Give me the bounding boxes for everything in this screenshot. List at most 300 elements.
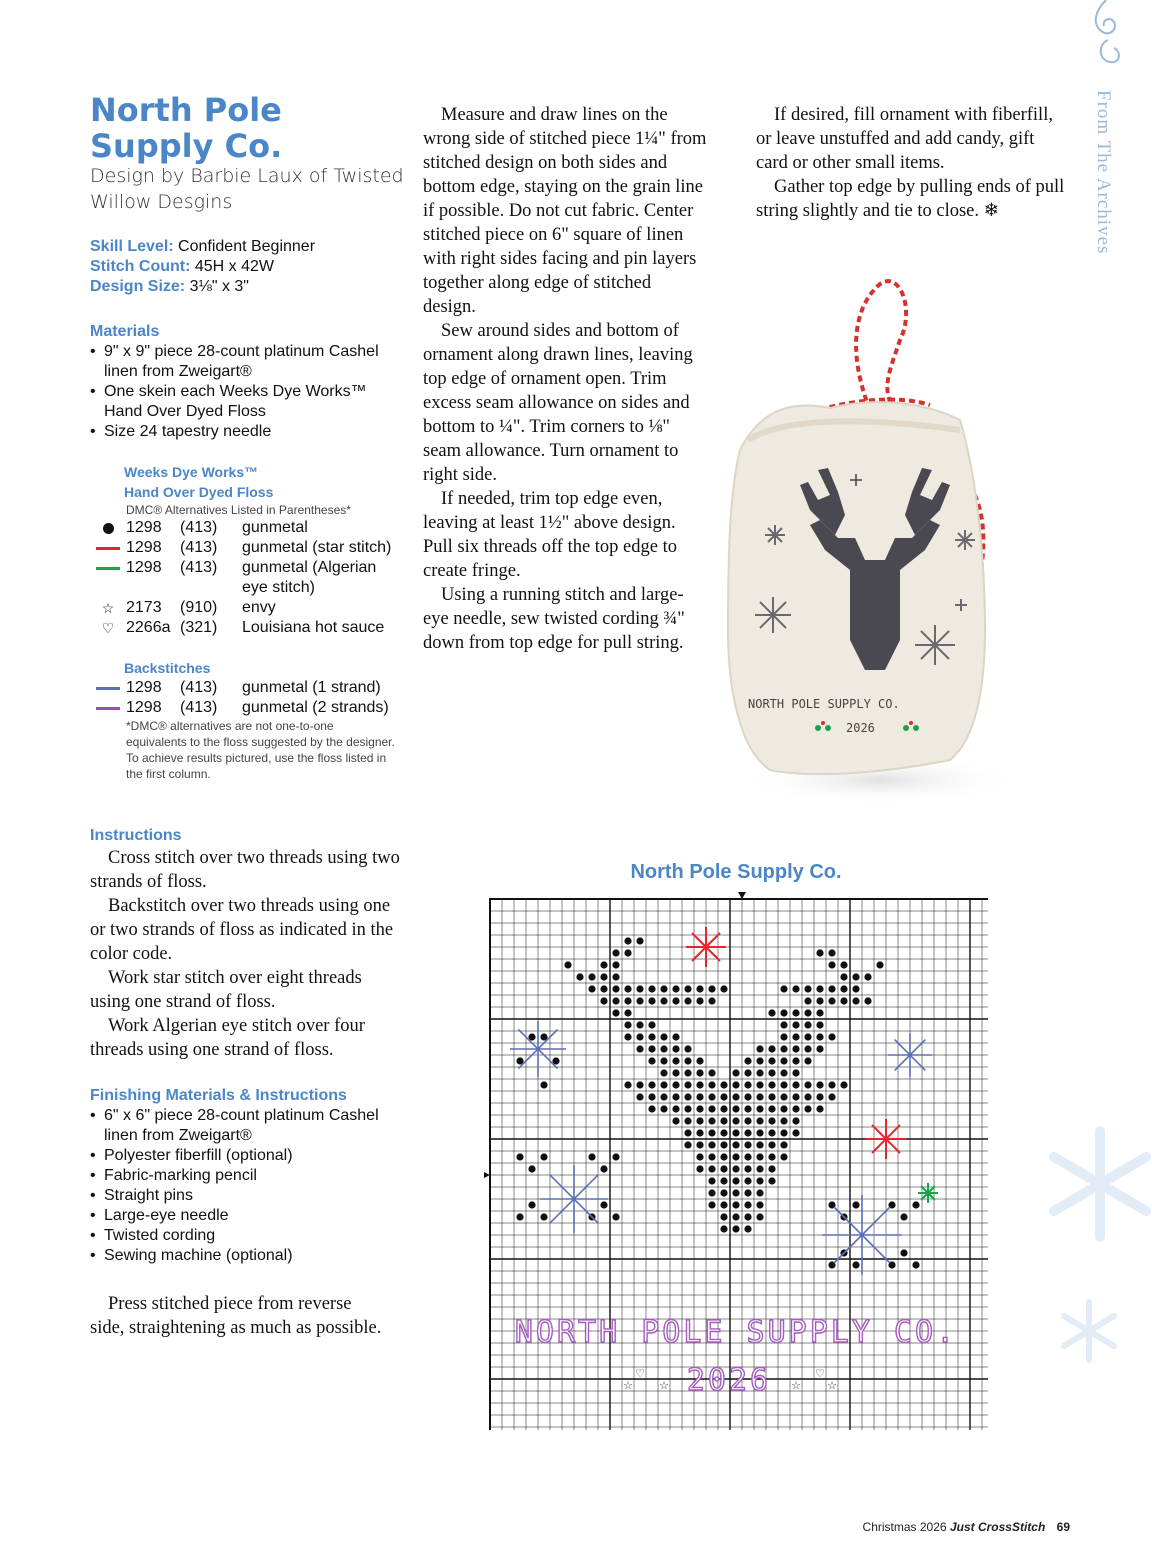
heart-symbol-icon: ♡: [635, 1368, 645, 1380]
cross-stitch-mark: [636, 1045, 643, 1052]
cross-stitch-mark: [624, 937, 631, 944]
cross-stitch-mark: [780, 985, 787, 992]
cross-stitch-mark: [828, 949, 835, 956]
cross-stitch-mark: [792, 1009, 799, 1016]
cross-stitch-mark: [660, 1069, 667, 1076]
cross-stitch-mark: [672, 1105, 679, 1112]
cross-stitch-mark: [756, 1045, 763, 1052]
cross-stitch-mark: [720, 1153, 727, 1160]
chart-border: [490, 899, 988, 1430]
cross-stitch-mark: [636, 1081, 643, 1088]
cross-stitch-mark: [840, 973, 847, 980]
materials-section: [90, 322, 408, 442]
cross-stitch-mark: [840, 1081, 847, 1088]
cross-stitch-mark: [756, 1177, 763, 1184]
cross-stitch-mark: [708, 1165, 715, 1172]
cross-stitch-mark: [684, 1081, 691, 1088]
cross-stitch-mark: [756, 1213, 763, 1220]
cross-stitch-mark: [756, 1057, 763, 1064]
cross-stitch-mark: [732, 1081, 739, 1088]
floss-heading-1: Weeks Dye Works™: [124, 464, 259, 480]
cross-stitch-mark: [516, 1153, 523, 1160]
cross-stitch-mark: [636, 1093, 643, 1100]
cross-stitch-mark: [768, 1165, 775, 1172]
cross-stitch-mark: [528, 1201, 535, 1208]
cross-stitch-mark: [780, 1129, 787, 1136]
stitch-count: Stitch Count: 45H x 42W: [90, 258, 275, 275]
cross-stitch-mark: [732, 1189, 739, 1196]
cross-stitch-mark: [792, 1081, 799, 1088]
star-symbol-icon: ☆: [791, 1380, 801, 1392]
cross-stitch-mark: [756, 1153, 763, 1160]
cross-stitch-mark: [744, 1129, 751, 1136]
cross-stitch-mark: [672, 1069, 679, 1076]
cross-stitch-mark: [756, 1201, 763, 1208]
paragraph: Cross stitch over two threads using two strands of floss.: [90, 848, 400, 892]
cross-stitch-mark: [744, 1225, 751, 1232]
cross-stitch-mark: [732, 1129, 739, 1136]
cross-stitch-mark: [780, 1033, 787, 1040]
cross-stitch-mark: [600, 961, 607, 968]
cross-stitch-mark: [732, 1213, 739, 1220]
cross-stitch-mark: [708, 1117, 715, 1124]
finishing-heading: Finishing Materials & Instructions: [90, 1087, 347, 1104]
cross-stitch-mark: [684, 1093, 691, 1100]
finishing-section: [90, 1086, 408, 1266]
cross-stitch-mark: [696, 1105, 703, 1112]
cross-stitch-mark: [684, 997, 691, 1004]
photo-stitched-text-1: NORTH POLE SUPPLY CO.: [748, 697, 900, 711]
cross-stitch-mark: [684, 1129, 691, 1136]
cross-stitch-mark: [828, 961, 835, 968]
cross-stitch-mark: [840, 961, 847, 968]
cross-stitch-mark: [696, 997, 703, 1004]
cross-stitch-mark: [600, 985, 607, 992]
cross-stitch-mark: [720, 1213, 727, 1220]
cross-stitch-mark: [744, 1105, 751, 1112]
cross-stitch-mark: [708, 1129, 715, 1136]
cross-stitch-mark: [804, 1021, 811, 1028]
cross-stitch-mark: [672, 985, 679, 992]
cross-stitch-mark: [744, 1069, 751, 1076]
cross-stitch-mark: [852, 997, 859, 1004]
cross-stitch-mark: [840, 997, 847, 1004]
cross-stitch-mark: [780, 1117, 787, 1124]
cross-stitch-mark: [612, 949, 619, 956]
cross-stitch-mark: [852, 973, 859, 980]
cross-stitch-mark: [708, 1081, 715, 1088]
dot-symbol-icon: [103, 523, 114, 534]
cross-stitch-mark: [780, 1105, 787, 1112]
instructions-heading: Instructions: [90, 827, 182, 844]
cross-stitch-mark: [912, 1201, 919, 1208]
cross-stitch-mark: [564, 961, 571, 968]
cross-stitch-mark: [732, 1201, 739, 1208]
cross-stitch-mark: [624, 1033, 631, 1040]
cross-stitch-mark: [780, 1153, 787, 1160]
cross-stitch-mark: [816, 1105, 823, 1112]
cross-stitch-mark: [696, 1069, 703, 1076]
cross-stitch-mark: [708, 1189, 715, 1196]
pattern-meta: [90, 237, 410, 297]
cross-stitch-mark: [792, 1045, 799, 1052]
paragraph: Work Algerian eye stitch over four threads using one strand of floss.: [90, 1016, 365, 1060]
cross-stitch-mark: [828, 1093, 835, 1100]
backstitch-row: 1298 (413) gunmetal (2 strands): [90, 698, 410, 718]
cross-stitch-mark: [756, 1081, 763, 1088]
cross-stitch-mark: [816, 997, 823, 1004]
cross-stitch-mark: [768, 1081, 775, 1088]
cross-stitch-mark: [612, 1009, 619, 1016]
cross-stitch-mark: [792, 1093, 799, 1100]
cross-stitch-mark: [684, 985, 691, 992]
cross-stitch-mark: [816, 949, 823, 956]
cross-stitch-mark: [720, 1117, 727, 1124]
cross-stitch-mark: [768, 1093, 775, 1100]
finishing-list: [90, 1106, 408, 1266]
star-symbol-icon: ☆: [623, 1380, 633, 1392]
cross-stitch-mark: [756, 1117, 763, 1124]
cross-stitch-mark: [696, 1081, 703, 1088]
backstitch-row: 1298 (413) gunmetal (1 strand): [90, 678, 410, 698]
cross-stitch-mark: [600, 1165, 607, 1172]
floss-heading-2: Hand Over Dyed Floss: [124, 484, 274, 500]
cross-stitch-mark: [828, 985, 835, 992]
cross-stitch-mark: [588, 1153, 595, 1160]
cross-stitch-mark: [624, 949, 631, 956]
cross-stitch-mark: [672, 1081, 679, 1088]
cross-stitch-mark: [600, 997, 607, 1004]
instructions-section: [90, 826, 406, 1062]
cross-stitch-mark: [660, 1081, 667, 1088]
cross-stitch-mark: [756, 1093, 763, 1100]
cross-stitch-mark: [816, 985, 823, 992]
floss-key: [90, 462, 410, 782]
cross-stitch-mark: [624, 1021, 631, 1028]
cross-stitch-mark: [744, 1117, 751, 1124]
cross-stitch-mark: [528, 1165, 535, 1172]
floss-row: 1298 (413) gunmetal: [90, 518, 410, 538]
cross-stitch-mark: [804, 997, 811, 1004]
cross-stitch-mark: [576, 973, 583, 980]
paragraph: If needed, trim top edge even, leaving at least 1½" above design. Pull six threads off the top edge to create fringe.: [423, 489, 677, 581]
section-tag: [1092, 90, 1116, 350]
cross-stitch-mark: [876, 961, 883, 968]
list-item: • Sewing machine (optional): [90, 1246, 408, 1266]
cross-stitch-mark: [708, 1105, 715, 1112]
floss-row: ☆ 2173 (910) envy: [90, 598, 410, 618]
cross-stitch-mark: [696, 1141, 703, 1148]
paragraph: Gather top edge by pulling ends of pull string slightly and tie to close. ❄: [756, 177, 1065, 221]
cross-stitch-mark: [672, 997, 679, 1004]
cross-stitch-mark: [660, 1057, 667, 1064]
cross-stitch-mark: [780, 1141, 787, 1148]
design-size: Design Size: 3⅛" x 3": [90, 278, 249, 295]
cross-stitch-mark: [636, 1021, 643, 1028]
cross-stitch-mark: [780, 1045, 787, 1052]
cross-stitch-mark: [648, 1021, 655, 1028]
floss-subnote: DMC® Alternatives Listed in Parentheses*: [126, 503, 351, 517]
snowflake-icon: [1040, 1125, 1152, 1243]
red-line-symbol-icon: [96, 547, 120, 550]
cross-stitch-mark: [756, 1165, 763, 1172]
cross-stitch-mark: [804, 985, 811, 992]
cross-stitch-mark: [744, 1153, 751, 1160]
cross-stitch-mark: [720, 985, 727, 992]
cross-stitch-mark: [660, 997, 667, 1004]
cross-stitch-mark: [732, 1165, 739, 1172]
cross-stitch-mark: [720, 1105, 727, 1112]
cross-stitch-mark: [684, 1069, 691, 1076]
cross-stitch-mark: [624, 1009, 631, 1016]
dmc-footnote: *DMC® alternatives are not one-to-one equivalents to the floss suggested by the designer. To achieve results pictured, use the floss listed in the first column.: [126, 719, 395, 781]
cross-stitch-mark: [600, 1201, 607, 1208]
cross-stitch-mark: [684, 1057, 691, 1064]
cross-stitch-mark: [612, 961, 619, 968]
cross-stitch-mark: [768, 1141, 775, 1148]
cross-stitch-mark: [720, 1225, 727, 1232]
cross-stitch-mark: [648, 1093, 655, 1100]
cross-stitch-mark: [660, 1033, 667, 1040]
title-line-1: North Pole: [90, 91, 282, 129]
cross-stitch-mark: [816, 1021, 823, 1028]
green-line-symbol-icon: [96, 567, 120, 570]
cross-stitch-mark: [792, 1117, 799, 1124]
materials-heading: Materials: [90, 323, 160, 340]
cross-stitch-mark: [696, 985, 703, 992]
cross-stitch-mark: [732, 1105, 739, 1112]
cross-stitch-mark: [672, 1093, 679, 1100]
list-item: • Fabric-marking pencil: [90, 1166, 408, 1186]
cross-stitch-mark: [744, 1093, 751, 1100]
list-item: • Size 24 tapestry needle: [90, 422, 408, 442]
cross-stitch-mark: [780, 1093, 787, 1100]
cross-stitch-mark: [732, 1093, 739, 1100]
cross-stitch-mark: [780, 1057, 787, 1064]
cross-stitch-mark: [900, 1213, 907, 1220]
list-item: • Polyester fiberfill (optional): [90, 1146, 408, 1166]
cross-stitch-mark: [732, 1153, 739, 1160]
cross-stitch-mark: [696, 1165, 703, 1172]
title-line-2: Supply Co.: [90, 127, 283, 165]
cross-stitch-mark: [720, 1201, 727, 1208]
cross-stitch-mark: [648, 997, 655, 1004]
heart-symbol-icon: ♡: [101, 620, 115, 636]
floss-row: ♡ 2266a (321) Louisiana hot sauce: [90, 618, 410, 638]
center-arrow-icon: [738, 892, 746, 899]
cross-stitch-mark: [756, 1105, 763, 1112]
press-paragraph: Press stitched piece from reverse side, straightening as much as possible.: [90, 1294, 382, 1338]
page-footer: [830, 1520, 1070, 1534]
cross-stitch-mark: [720, 1177, 727, 1184]
cross-stitch-mark: [588, 985, 595, 992]
cross-stitch-mark: [804, 1081, 811, 1088]
paragraph: If desired, fill ornament with fiberfill, or leave unstuffed and add candy, gift card or other small items.: [756, 105, 1053, 173]
chart-text-line-2: 2026: [686, 1363, 772, 1398]
cross-stitch-mark: [660, 1093, 667, 1100]
materials-list: [90, 342, 408, 442]
cross-stitch-mark: [744, 1057, 751, 1064]
cross-stitch-mark: [672, 1057, 679, 1064]
cross-stitch-mark: [732, 1225, 739, 1232]
cross-stitch-mark: [672, 1033, 679, 1040]
cross-stitch-mark: [516, 1213, 523, 1220]
cross-stitch-mark: [900, 1249, 907, 1256]
cross-stitch-mark: [780, 1069, 787, 1076]
cross-stitch-mark: [816, 1093, 823, 1100]
cross-stitch-mark: [672, 1117, 679, 1124]
cross-stitch-mark: [804, 1009, 811, 1016]
cross-stitch-mark: [672, 1045, 679, 1052]
star-symbol-icon: ☆: [659, 1380, 669, 1392]
paragraph: Using a running stitch and large-eye needle, sew twisted cording ¾" down from top edge for pull string.: [423, 585, 685, 653]
cross-stitch-mark: [744, 1201, 751, 1208]
cross-stitch-mark: [792, 1129, 799, 1136]
cross-stitch-mark: [852, 985, 859, 992]
photo-stitched-text-2: 2026: [846, 721, 875, 735]
list-item: • 9" x 9" piece 28-count platinum Cashel linen from Zweigart®: [90, 342, 408, 382]
cross-stitch-mark: [756, 1069, 763, 1076]
instructions-body: [90, 846, 406, 1062]
star-symbol-icon: ☆: [101, 600, 115, 616]
cross-stitch-mark: [612, 997, 619, 1004]
cross-stitch-mark: [660, 985, 667, 992]
cross-stitch-mark: [612, 1213, 619, 1220]
cross-stitch-mark: [744, 1141, 751, 1148]
cross-stitch-chart: [484, 890, 988, 1430]
section-tag-text: From The Archives: [1093, 90, 1114, 255]
heart-symbol-icon: ♡: [815, 1368, 825, 1380]
cross-stitch-mark: [816, 1009, 823, 1016]
paragraph: Work star stitch over eight threads using one strand of floss.: [90, 968, 362, 1012]
list-item: • 6" x 6" piece 28-count platinum Cashel linen from Zweigart®: [90, 1106, 408, 1146]
cross-stitch-mark: [768, 1177, 775, 1184]
cross-stitch-mark: [804, 1045, 811, 1052]
list-item: • Large-eye needle: [90, 1206, 408, 1226]
cross-stitch-mark: [828, 1081, 835, 1088]
cross-stitch-mark: [816, 1045, 823, 1052]
cross-stitch-mark: [708, 1153, 715, 1160]
cross-stitch-mark: [768, 1009, 775, 1016]
cross-stitch-mark: [636, 1033, 643, 1040]
column-2-body: [423, 103, 708, 655]
cross-stitch-mark: [588, 973, 595, 980]
cross-stitch-mark: [804, 1105, 811, 1112]
floss-row: 1298 (413) gunmetal (star stitch): [90, 538, 410, 558]
cross-stitch-mark: [792, 1105, 799, 1112]
cross-stitch-mark: [648, 1045, 655, 1052]
cross-stitch-mark: [660, 1045, 667, 1052]
cross-stitch-mark: [792, 1069, 799, 1076]
cross-stitch-mark: [804, 1093, 811, 1100]
cross-stitch-mark: [696, 1057, 703, 1064]
list-item: • Twisted cording: [90, 1226, 408, 1246]
cross-stitch-mark: [768, 1117, 775, 1124]
cross-stitch-mark: [708, 985, 715, 992]
cross-stitch-mark: [864, 997, 871, 1004]
ornament-photo: [700, 270, 1030, 810]
cross-stitch-mark: [624, 997, 631, 1004]
cross-stitch-mark: [768, 1105, 775, 1112]
list-item: • Straight pins: [90, 1186, 408, 1206]
cross-stitch-mark: [540, 1153, 547, 1160]
cross-stitch-mark: [792, 1033, 799, 1040]
cross-stitch-mark: [792, 1057, 799, 1064]
cross-stitch-mark: [768, 1129, 775, 1136]
cross-stitch-mark: [684, 1117, 691, 1124]
cross-stitch-mark: [804, 1057, 811, 1064]
paragraph: Sew around sides and bottom of ornament along drawn lines, leaving top edge of ornament open. Trim excess seam allowance on sides and bottom to ¼". Trim corners to ⅛" seam allowance. Turn ornament to right side.: [423, 321, 693, 485]
cross-stitch-mark: [684, 1141, 691, 1148]
cross-stitch-mark: [864, 973, 871, 980]
star-symbol-icon: ☆: [827, 1380, 837, 1392]
cross-stitch-mark: [648, 1033, 655, 1040]
issue-label: Christmas 2026: [862, 1520, 947, 1534]
cross-stitch-mark: [780, 1009, 787, 1016]
cross-stitch-mark: [708, 1093, 715, 1100]
page-number: 69: [1056, 1520, 1070, 1534]
cross-stitch-mark: [720, 1189, 727, 1196]
skill-level: Skill Level: Confident Beginner: [90, 238, 316, 255]
cross-stitch-mark: [684, 1105, 691, 1112]
chart-title: North Pole Supply Co.: [630, 861, 842, 883]
cross-stitch-mark: [768, 1045, 775, 1052]
paragraph: Measure and draw lines on the wrong side of stitched piece 1¼" from stitched design on both sides and bottom edge, staying on the grain line if possible. Do not cut fabric. Center stitched piece on 6" square of linen with right sides facing and pin layers together along edge of stitched design.: [423, 105, 707, 317]
cross-stitch-mark: [768, 1057, 775, 1064]
cross-stitch-mark: [696, 1093, 703, 1100]
cross-stitch-mark: [744, 1213, 751, 1220]
cross-stitch-mark: [912, 1261, 919, 1268]
cross-stitch-mark: [756, 1129, 763, 1136]
pattern-title: [90, 92, 410, 164]
cross-stitch-mark: [660, 1105, 667, 1112]
cross-stitch-mark: [744, 1081, 751, 1088]
cross-stitch-mark: [612, 1153, 619, 1160]
cross-stitch-mark: [816, 1081, 823, 1088]
cross-stitch-mark: [780, 1081, 787, 1088]
cross-stitch-mark: [648, 1081, 655, 1088]
cross-stitch-mark: [744, 1177, 751, 1184]
cross-stitch-mark: [828, 1033, 835, 1040]
cross-stitch-mark: [792, 1021, 799, 1028]
list-item: • One skein each Weeks Dye Works™ Hand Over Dyed Floss: [90, 382, 408, 422]
cross-stitch-mark: [540, 1081, 547, 1088]
cross-stitch-mark: [780, 1021, 787, 1028]
cross-stitch-mark: [684, 1045, 691, 1052]
cross-stitch-mark: [624, 985, 631, 992]
cross-stitch-mark: [720, 1165, 727, 1172]
cross-stitch-mark: [720, 1093, 727, 1100]
column-3-body: [756, 103, 1068, 223]
cross-stitch-mark: [648, 1057, 655, 1064]
floss-row: 1298 (413) gunmetal (Algerian eye stitch): [90, 558, 410, 598]
cross-stitch-mark: [696, 1129, 703, 1136]
backstitch-heading: Backstitches: [124, 660, 211, 676]
cross-stitch-mark: [732, 1117, 739, 1124]
cross-stitch-mark: [600, 973, 607, 980]
snowflake-icon: [1056, 1298, 1122, 1364]
cross-stitch-mark: [720, 1081, 727, 1088]
cross-stitch-mark: [756, 1189, 763, 1196]
cross-stitch-mark: [648, 1105, 655, 1112]
chart-text-line-1: NORTH POLE SUPPLY CO.: [514, 1315, 958, 1350]
purple-line-symbol-icon: [96, 707, 120, 710]
cross-stitch-mark: [744, 1189, 751, 1196]
cross-stitch-mark: [708, 1201, 715, 1208]
cross-stitch-mark: [636, 997, 643, 1004]
cross-stitch-mark: [744, 1165, 751, 1172]
designer-byline: Design by Barbie Laux of Twisted Willow Desgins: [90, 165, 404, 213]
